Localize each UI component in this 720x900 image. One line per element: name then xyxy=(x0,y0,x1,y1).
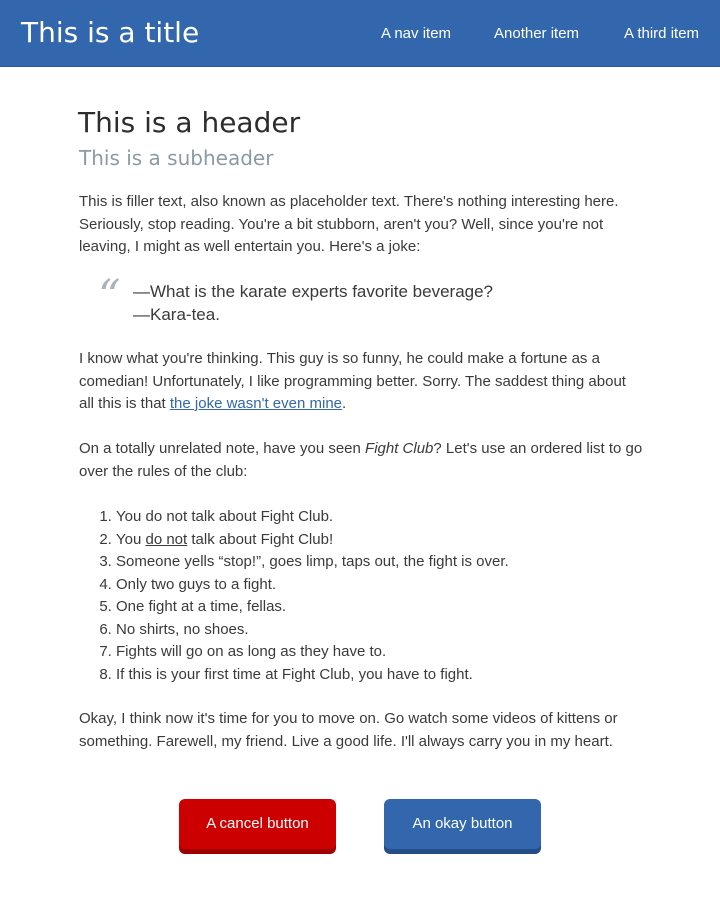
page-subheader: This is a subheader xyxy=(79,146,274,170)
list-item: 1. You do not talk about Fight Club. xyxy=(116,506,509,529)
list-item: 3. Someone yells “stop!”, goes limp, taps out, the fight is over. xyxy=(116,551,509,574)
fight-club-text-start: On a totally unrelated note, have you seen xyxy=(79,440,366,457)
rule-text: talk about Fight Club! xyxy=(187,530,334,548)
page-header: This is a header xyxy=(78,106,301,139)
rules-list xyxy=(79,506,509,686)
nav-item-1[interactable]: A nav item xyxy=(381,25,452,42)
rule-emphasis: do not xyxy=(145,530,188,548)
joke-blockquote xyxy=(133,281,493,326)
outro-paragraph: Okay, I think now it's time for you to move on. Go watch some videos of kittens or something. Farewell, my friend. Live a good life. I'll always carry you in my heart. xyxy=(79,710,618,750)
nav-item-2[interactable]: Another item xyxy=(494,25,580,42)
list-item: 4. Only two guys to a fight. xyxy=(116,574,509,597)
list-item: 7. Fights will go on as long as they have to. xyxy=(116,641,509,664)
okay-button[interactable]: An okay button xyxy=(384,799,541,849)
top-nav-bar xyxy=(0,0,720,67)
joke-source-link[interactable]: the joke wasn't even mine xyxy=(169,395,343,412)
fight-club-text-end: ? Let's use an ordered list to go over the rules of the club: xyxy=(79,440,643,480)
list-item: 6. No shirts, no shoes. xyxy=(116,619,509,642)
fight-club-paragraph xyxy=(79,438,643,483)
nav-item-3[interactable]: A third item xyxy=(624,25,700,42)
comedian-text: I know what you're thinking. This guy is so funny, he could make a fortune as a comedian! Unfortunately, I like programming better. Sorry. The saddest thing about all this is that xyxy=(79,350,626,412)
cancel-button[interactable]: A cancel button xyxy=(179,799,336,849)
comedian-text-end: . xyxy=(342,395,347,412)
list-item xyxy=(116,529,509,552)
intro-paragraph: This is filler text, also known as placeholder text. There's nothing interesting here. Seriously, stop reading. You're a bit stubborn, aren't you? Well, since you're not leaving, I might as well entertain you. Here's a joke: xyxy=(79,193,619,255)
rule-text: You xyxy=(116,530,146,548)
site-title: This is a title xyxy=(21,16,200,49)
list-item: 8. If this is your first time at Fight Club, you have to fight. xyxy=(116,664,509,687)
fight-club-title: Fight Club xyxy=(365,440,434,457)
quote-mark-icon: “ xyxy=(98,271,121,322)
quote-line-answer: —Kara-tea. xyxy=(133,304,220,324)
quote-line-question: —What is the karate experts favorite beverage? xyxy=(133,282,494,301)
comedian-paragraph xyxy=(79,348,643,416)
list-item: 5. One fight at a time, fellas. xyxy=(116,596,509,619)
